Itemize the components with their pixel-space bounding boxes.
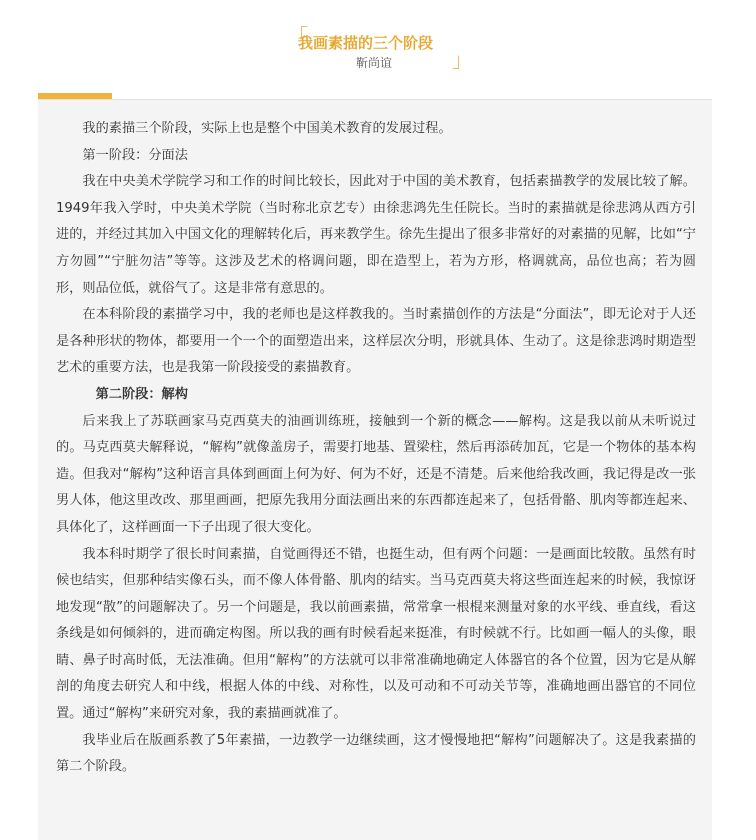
left-corner-bracket-icon: 「 bbox=[288, 24, 308, 48]
paragraph: 我毕业后在版画系教了5年素描，一边教学一边继续画，这才慢慢地把“解构”问题解决了。这是我素描的第二个阶段。 bbox=[56, 732, 696, 775]
paragraph: 后来我上了苏联画家马克西莫夫的油画训练班，接触到一个新的概念——解构。这是我以前从未听说过的。马克西莫夫解释说，“解构”就像盖房子，需要打地基、置梁柱，然后再添砖加瓦，它是一个物体的基本构造。但我对“解构”这种语言具体到画面上何为好、何为不好，还是不清楚。后来他给我改画，我记得是改一张男人体，他这里改改、那里画画，把原先我用分面法画出来的东西都连起来了，包括骨骼、肌肉等都连起来、具体化了，这样画面一下子出现了很大变化。 bbox=[56, 413, 696, 535]
article-author: 靳尚谊 bbox=[356, 56, 393, 70]
section-heading-stage-one: 第一阶段：分面法 bbox=[82, 147, 188, 163]
section-heading-stage-two: 第二阶段：解构 bbox=[95, 386, 188, 402]
right-corner-bracket-icon: 」 bbox=[452, 48, 472, 72]
article-title: 我画素描的三个阶段 bbox=[298, 34, 434, 52]
paragraph: 在本科阶段的素描学习中，我的老师也是这样教我的。当时素描创作的方法是“分面法”，即无论对于人还是各种形状的物体，都要用一个一个的面塑造出来，这样层次分明，形就具体、生动了。这是徐悲鸿时期造型艺术的重要方法，也是我第一阶段接受的素描教育。 bbox=[56, 307, 696, 376]
article-header bbox=[0, 0, 756, 90]
article-body bbox=[56, 116, 696, 781]
paragraph: 我本科时期学了很长时间素描，自觉画得还不错，也挺生动，但有两个问题：一是画面比较散。虽然有时候也结实，但那种结实像石头，而不像人体骨骼、肌肉的结实。当马克西莫夫将这些面连起来的时候，我惊讶地发现“散”的问题解决了。另一个问题是，我以前画素描，常常拿一根棍来测量对象的水平线、垂直线，看这条线是如何倾斜的，进而确定构图。所以我的画有时候看起来挺准，有时候就不行。比如画一幅人的头像，眼睛、鼻子时高时低，无法准确。但用“解构”的方法就可以非常准确地确定人体器官的各个位置，因为它是从解剖的角度去研究人和中线，根据人体的中线、对称性，以及可动和不可动关节等，准确地画出器官的不同位置。通过“解构”来研究对象，我的素描画就准了。 bbox=[56, 546, 696, 722]
paragraph: 我在中央美术学院学习和工作的时间比较长，因此对于中国的美术教育，包括素描教学的发展比较了解。1949年我入学时，中央美术学院（当时称北京艺专）由徐悲鸿先生任院长。当时的素描就是徐悲鸿从西方引进的，并经过其加入中国文化的理解转化后，再来教学生。徐先生提出了很多非常好的对素描的见解，比如“宁方勿圆”“宁脏勿洁”等等。这涉及艺术的格调问题，即在造型上，若为方形，格调就高，品位也高；若为圆形，则品位低，就俗气了。这是非常有意思的。 bbox=[56, 174, 696, 296]
paragraph-intro: 我的素描三个阶段，实际上也是整个中国美术教育的发展过程。 bbox=[82, 121, 452, 136]
